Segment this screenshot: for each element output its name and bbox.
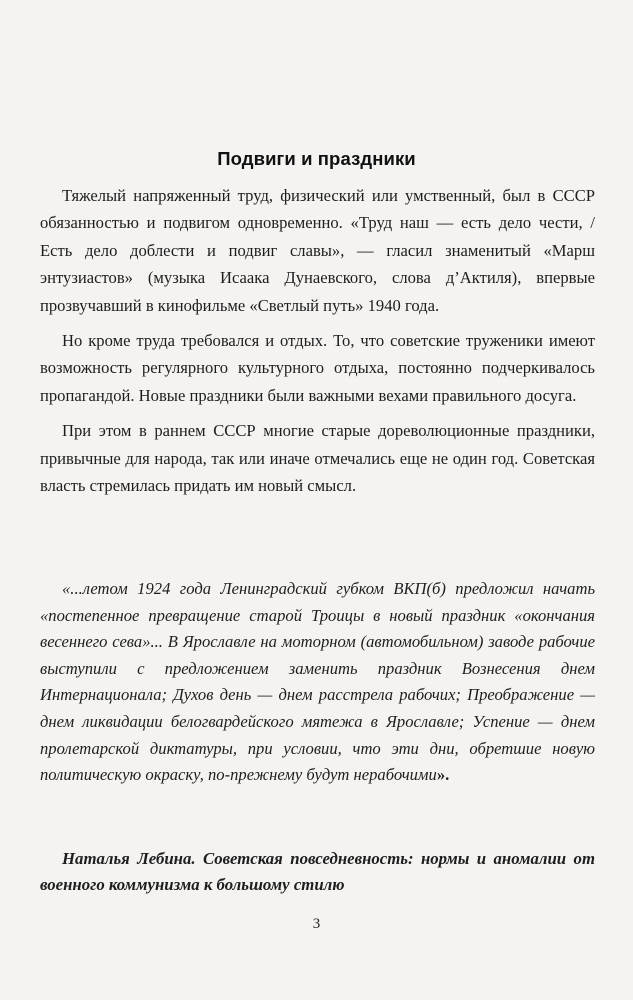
paragraph-3: При этом в раннем СССР многие старые дореволюционные праздники, привычные для народа, так или иначе отмечались еще не один год. Советская власть стремилась придать им новый смысл. (40, 421, 595, 496)
quotation (40, 576, 595, 789)
quotation-text: «...летом 1924 года Ленинградский губком ВКП(б) предложил начать «постепенное превращение старой Троицы в новый праздник «окончания весеннего сева»... В Ярославле на моторном (автомобильном) заводе рабочие выступили с предложением заменить праздник Вознесения днем Интернационала; Духов день — днем расстрела рабочих; Преображение — днем ликвидации белогвардейского мятежа в Ярославле; Успение — днем пролетарской диктатуры, при условии, что эти дни, обретшие новую политическую окраску, по-прежнему будут нерабочими (40, 579, 595, 785)
body-text (40, 182, 595, 507)
paragraph-1: Тяжелый напряженный труд, физический или умственный, был в СССР обязанностью и подвигом одновременно. «Труд наш — есть дело чести, / Есть дело доблести и подвиг славы», — гласил знаменитый «Марш энтузиастов» (музыка Исаака Дунаевского, слова д’Актиля), впервые прозвучавший в кинофильме «Светлый путь» 1940 года. (40, 186, 595, 315)
page-number: 3 (312, 916, 321, 932)
section-heading: Подвиги и праздники (217, 148, 416, 169)
quotation-source-text: Наталья Лебина. Советская повседневность: нормы и аномалии от военного коммунизма к большому стилю (40, 849, 595, 894)
quotation-source (40, 846, 595, 898)
quotation-ending: ». (436, 765, 450, 785)
paragraph-2: Но кроме труда требовался и отдых. То, что советские труженики имеют возможность регулярного культурного отдыха, постоянно подчеркивалось пропагандой. Новые праздники были важными вехами правильного досуга. (40, 331, 595, 405)
quotation-paragraph (40, 576, 595, 789)
